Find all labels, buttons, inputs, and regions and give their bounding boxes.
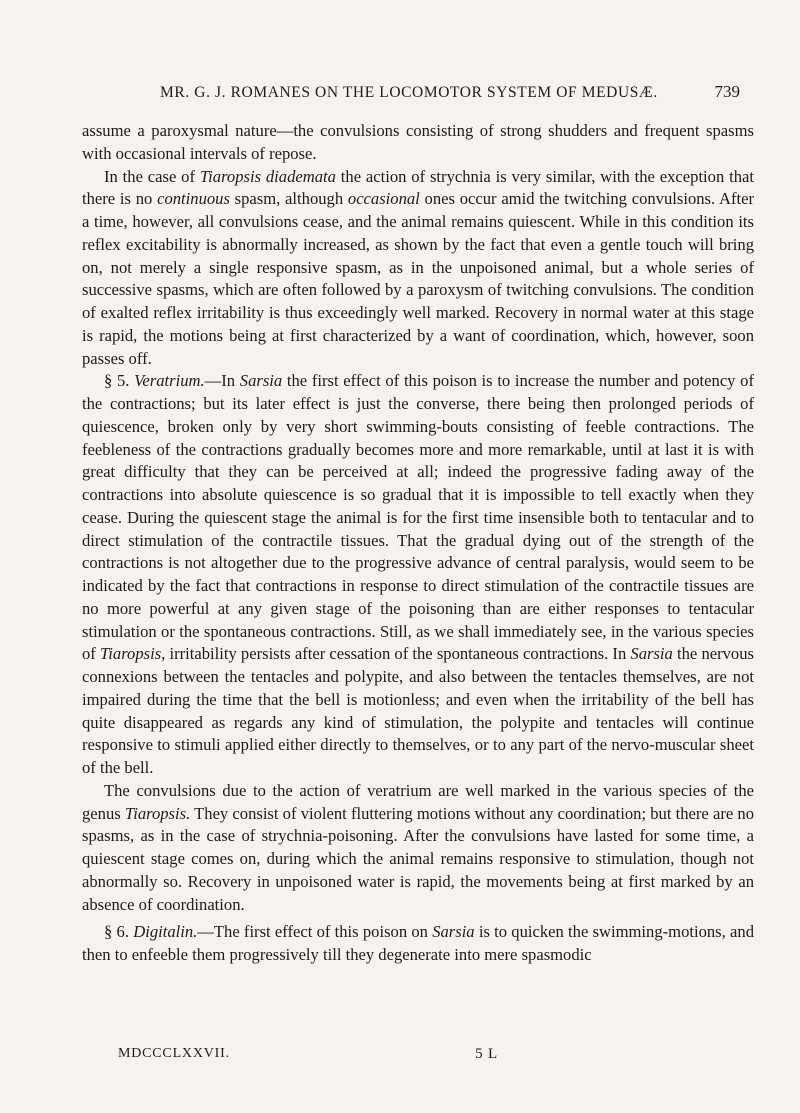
p5-t3: is to quicken the swimming-motions, and then to enfeeble them progressively till they degenerate into mere spasmodic [82, 922, 754, 964]
p3-t1: § 5. [104, 371, 135, 391]
paragraph-4 [82, 780, 754, 917]
p1-text: assume a paroxysmal nature—the convulsions consisting of strong shudders and frequent spasms with occasional intervals of repose. [82, 121, 754, 163]
p2-t4: ones occur amid the twitching convulsions. After a time, however, all convulsions cease, and the animal remains quiescent. While in this condition its reflex excitability is abnormally increased, as shown by the fact that even a gentle touch will bring on, not merely a single responsive spasm, as in the unpoisoned animal, but a whole series of successive spasms, which are often followed by a paroxysm of twitching convulsions. The condition of exalted reflex irritability is thus exceedingly well marked. Recovery in normal water at this stage is rapid, the motions being at first characterized by a want of coordination, which, however, soon passes off. [82, 189, 754, 368]
p3-t5: the nervous connexions between the tentacles and polypite, and also between the tentacles themselves, are not impaired during the time that the bell is motionless; and even when the irritability of the bell has quite disappeared as regards any kind of stimulation, the polypite and tentacles will continue responsive to stimuli applied either directly to themselves, or to any part of the nervo-muscular sheet of the bell. [82, 644, 754, 777]
running-title: MR. G. J. ROMANES ON THE LOCOMOTOR SYSTEM OF MEDUSÆ. [160, 84, 658, 101]
p2-t2: the action of strychnia is very similar, with the exception that there is no [82, 166, 754, 209]
p3-i3: Tiaropsis [99, 644, 162, 664]
signature-mark: 5 L [475, 1046, 498, 1062]
paragraph-5 [82, 921, 754, 967]
p3-i1: Veratrium. [134, 371, 205, 391]
p5-t2: —The first effect of this poison on [197, 922, 433, 942]
p3-i2: Sarsia [239, 371, 283, 391]
p5-i2: Sarsia [432, 922, 475, 942]
page-footer [118, 1046, 498, 1063]
running-header [160, 82, 740, 102]
body-text [82, 120, 754, 967]
paragraph-2 [82, 166, 754, 371]
paragraph-1 [82, 120, 754, 166]
volume-year: MDCCCLXXVII. [118, 1046, 230, 1061]
paragraph-3 [82, 370, 754, 780]
p3-t2: —In [204, 371, 240, 391]
p3-t4: , irritability persists after cessation of the spontaneous contractions. In [161, 644, 631, 664]
page-number: 739 [714, 82, 740, 101]
p4-t2: They consist of violent fluttering motions without any coordination; but there are no spasms, as in the case of strychnia-poisoning. After the convulsions have lasted for some time, a quiescent stage comes on, during which the animal remains responsive to stimulation, though not abnormally so. Recovery in unpoisoned water is rapid, the movements being at first marked by an absence of coordination. [82, 803, 754, 914]
p2-t1: In the case of [104, 166, 200, 186]
p5-i1: Digitalin. [133, 922, 198, 942]
p2-i3: occasional [347, 189, 420, 209]
p2-i2: continuous [157, 189, 230, 209]
p4-t1: The convulsions due to the action of veratrium are well marked in the various species of the genus [82, 780, 754, 823]
p2-t3: spasm, although [229, 189, 348, 209]
p4-i1: Tiaropsis. [124, 803, 191, 823]
p3-t3: the first effect of this poison is to increase the number and potency of the contractions; but its later effect is just the converse, there being then prolonged periods of quiescence, broken only by very short swimming-bouts consisting of feeble contractions. The feebleness of the contractions gradually becomes more and more remarkable, until at last it is with great difficulty that they can be perceived at all; indeed the progressive fading away of the contractions into absolute quiescence is so gradual that it is impossible to tell exactly when they cease. During the quiescent stage the animal is for the first time insensible both to tentacular and to direct stimulation of the contractile tissues. That the gradual dying out of the strength of the contractions is not altogether due to the progressive advance of central paralysis, would seem to be indicated by the fact that contractions in response to direct stimulation of the contractile tissues are no more powerful at any given stage of the poisoning than are either responses to tentacular stimulation or the spontaneous contractions. Still, as we shall immediately see, in the various species of [82, 371, 754, 664]
p5-t1: § 6. [104, 922, 134, 942]
p3-i4: Sarsia [630, 644, 673, 664]
p2-i1: Tiaropsis diademata [199, 166, 336, 186]
